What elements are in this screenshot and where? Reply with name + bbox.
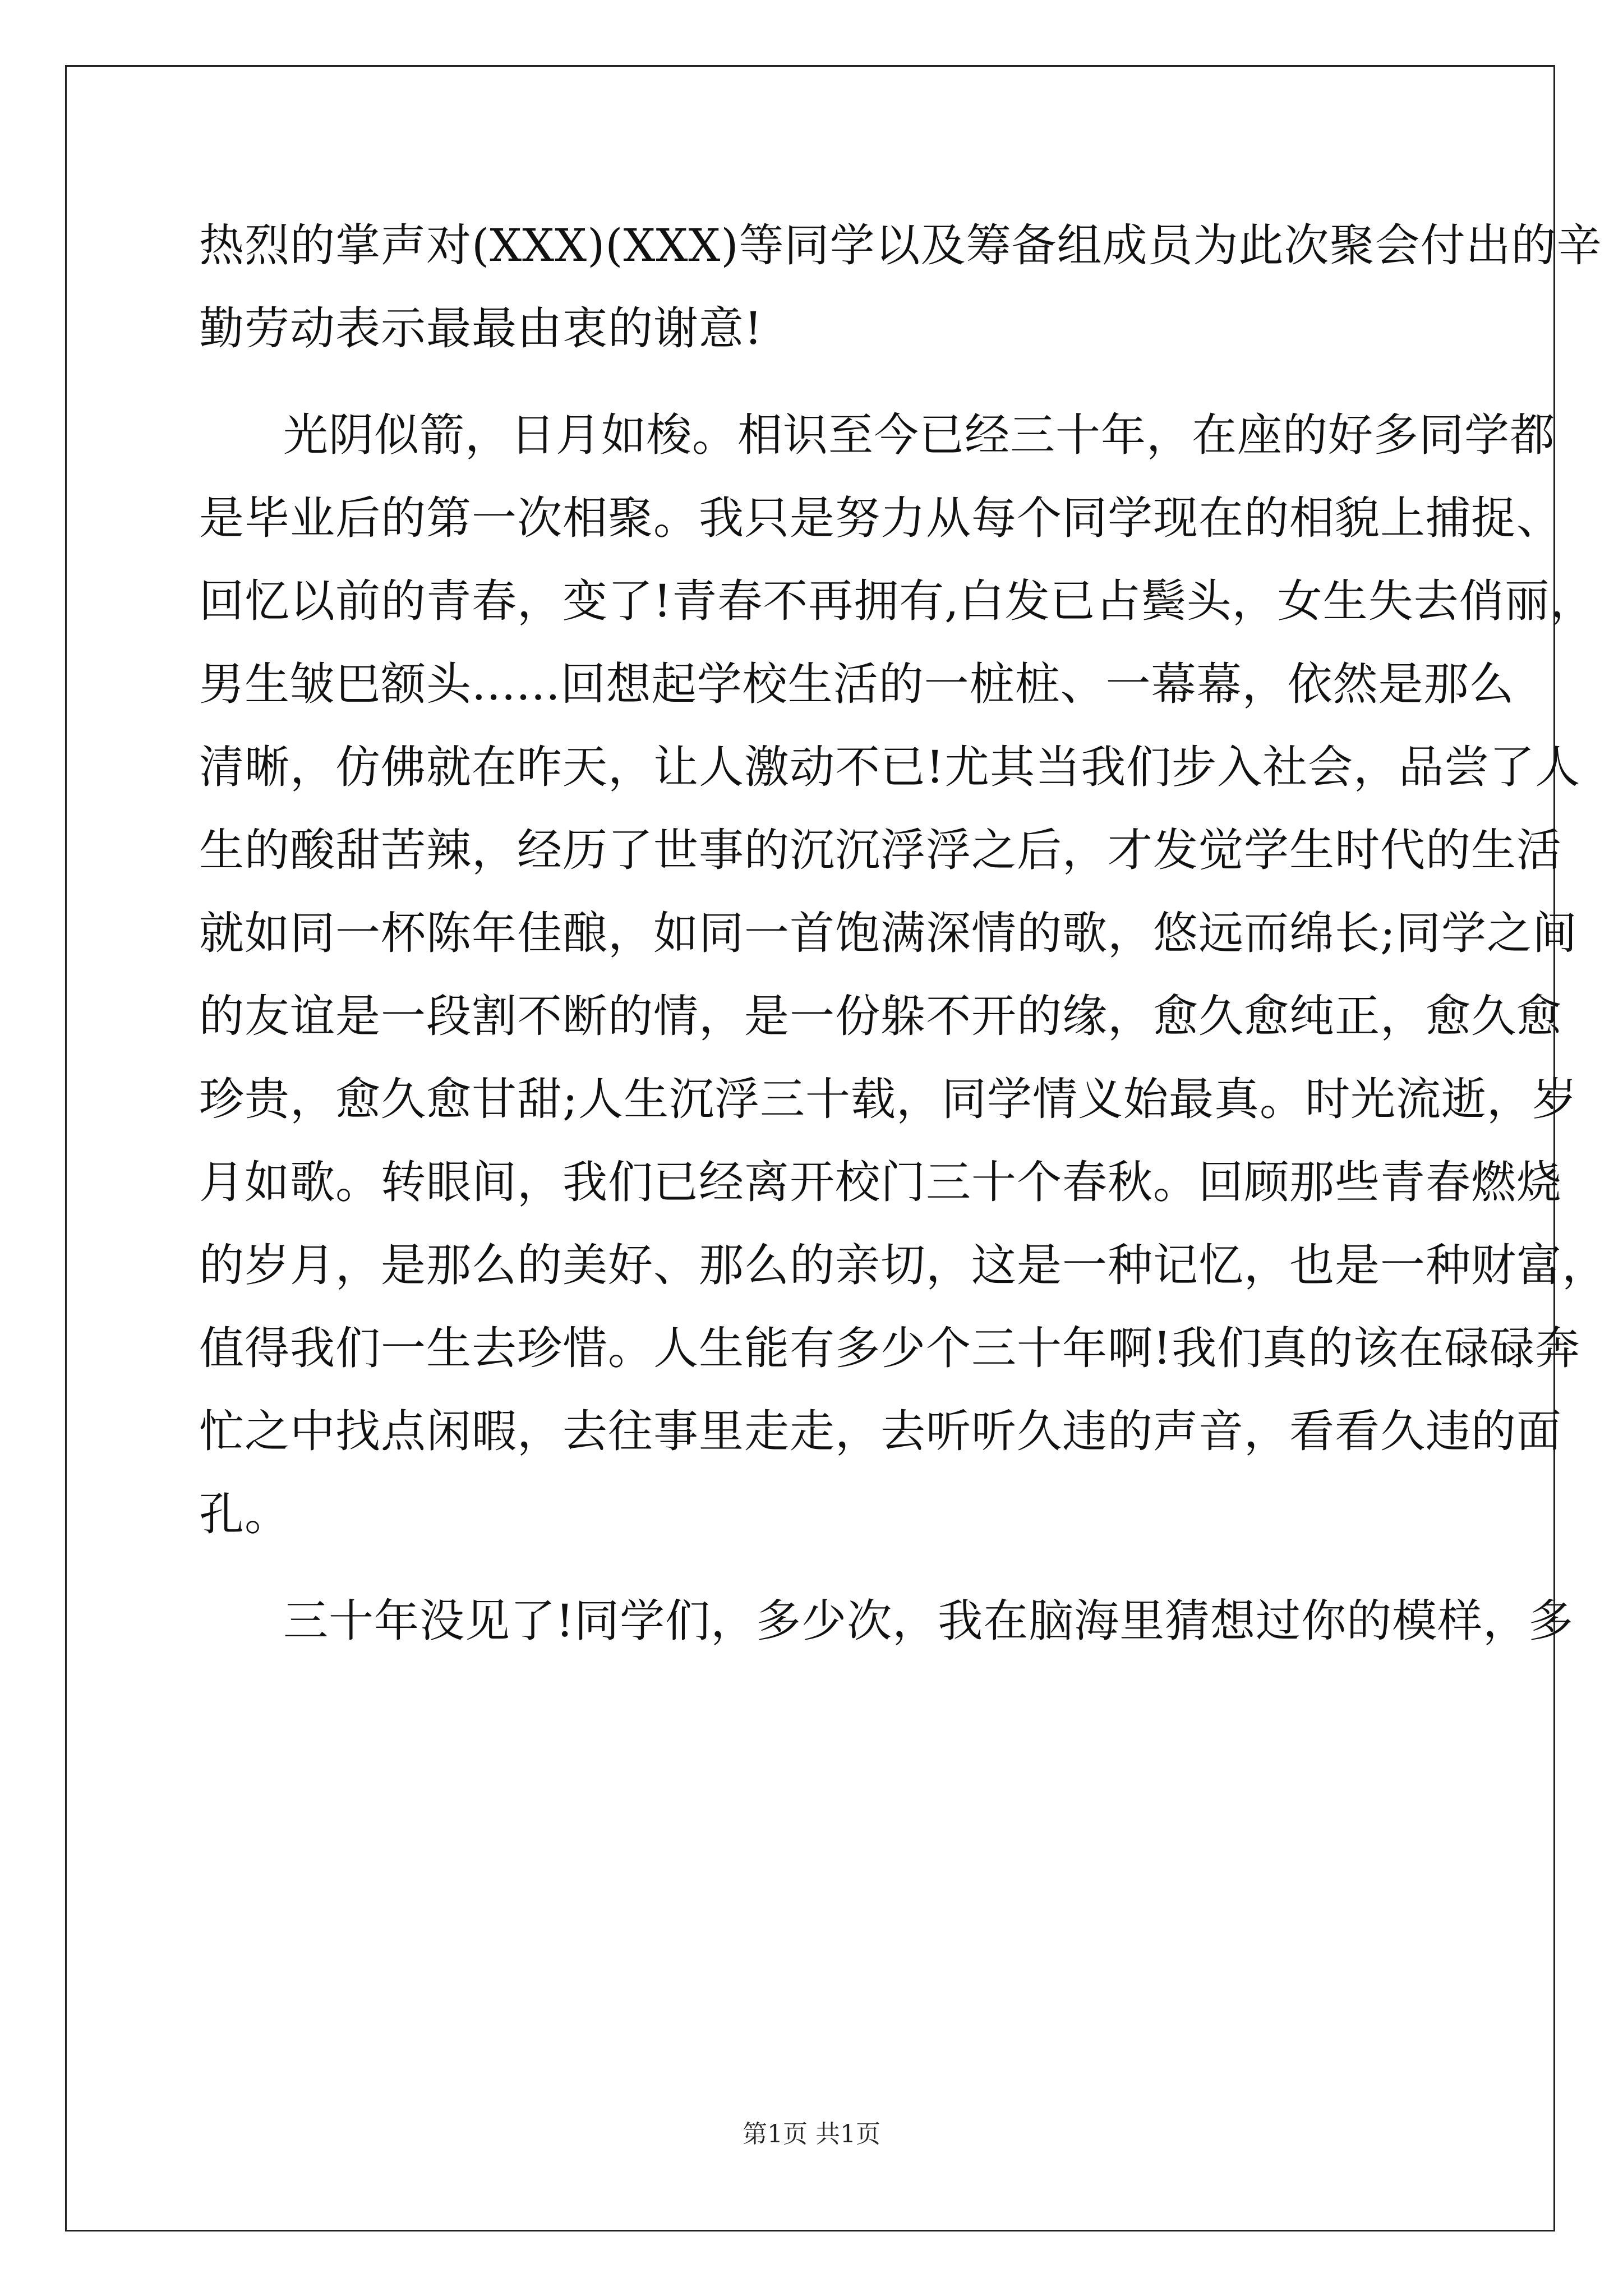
text-line: 生的酸甜苦辣，经历了世事的沉沉浮浮之后，才发觉学生时代的生活 (199, 824, 1562, 876)
text-line: 清晰，仿佛就在昨天，让人激动不已!尤其当我们步入社会，品尝了人 (199, 741, 1581, 793)
text-line: 热烈的掌声对(XXX)(XXX)等同学以及筹备组成员为此次聚会付出的辛 (199, 219, 1602, 272)
page-footer: 第1页 共1页 (743, 2120, 880, 2148)
text-line: 忙之中找点闲暇，去往事里走走，去听听久违的声音，看看久违的面 (199, 1405, 1562, 1457)
text-line: 光阴似箭，日月如梭。相识至今已经三十年，在座的好多同学都 (283, 409, 1555, 461)
text-line: 男生皱巴额头......回想起学校生活的一桩桩、一幕幕，依然是那么 (199, 658, 1515, 710)
text-line: 值得我们一生去珍惜。人生能有多少个三十年啊!我们真的该在碌碌奔 (199, 1322, 1581, 1374)
page-border (65, 65, 1607, 2231)
text-line: 的岁月，是那么的美好、那么的亲切，这是一种记忆，也是一种财富， (199, 1239, 1607, 1291)
text-line: 是毕业后的第一次相聚。我只是努力从每个同学现在的相貌上捕捉、 (199, 492, 1562, 544)
text-line: 回忆以前的青春，变了!青春不再拥有,白发已占鬓头，女生失去俏丽， (199, 575, 1596, 627)
text-line: 就如同一杯陈年佳酿，如同一首饱满深情的歌，悠远而绵长;同学之间 (199, 907, 1578, 959)
text-line: 勤劳动表示最最由衷的谢意! (199, 302, 763, 355)
text-line: 珍贵，愈久愈甘甜;人生沉浮三十载，同学情义始最真。时光流逝，岁 (199, 1073, 1578, 1125)
text-line: 三十年没见了!同学们，多少次，我在脑海里猜想过你的模样，多 (283, 1595, 1574, 1647)
text-line: 月如歌。转眼间，我们已经离开校门三十个春秋。回顾那些青春燃烧 (199, 1156, 1562, 1208)
text-line: 孔。 (199, 1488, 290, 1540)
text-line: 的友谊是一段割不断的情，是一份躲不开的缘，愈久愈纯正，愈久愈 (199, 990, 1562, 1042)
